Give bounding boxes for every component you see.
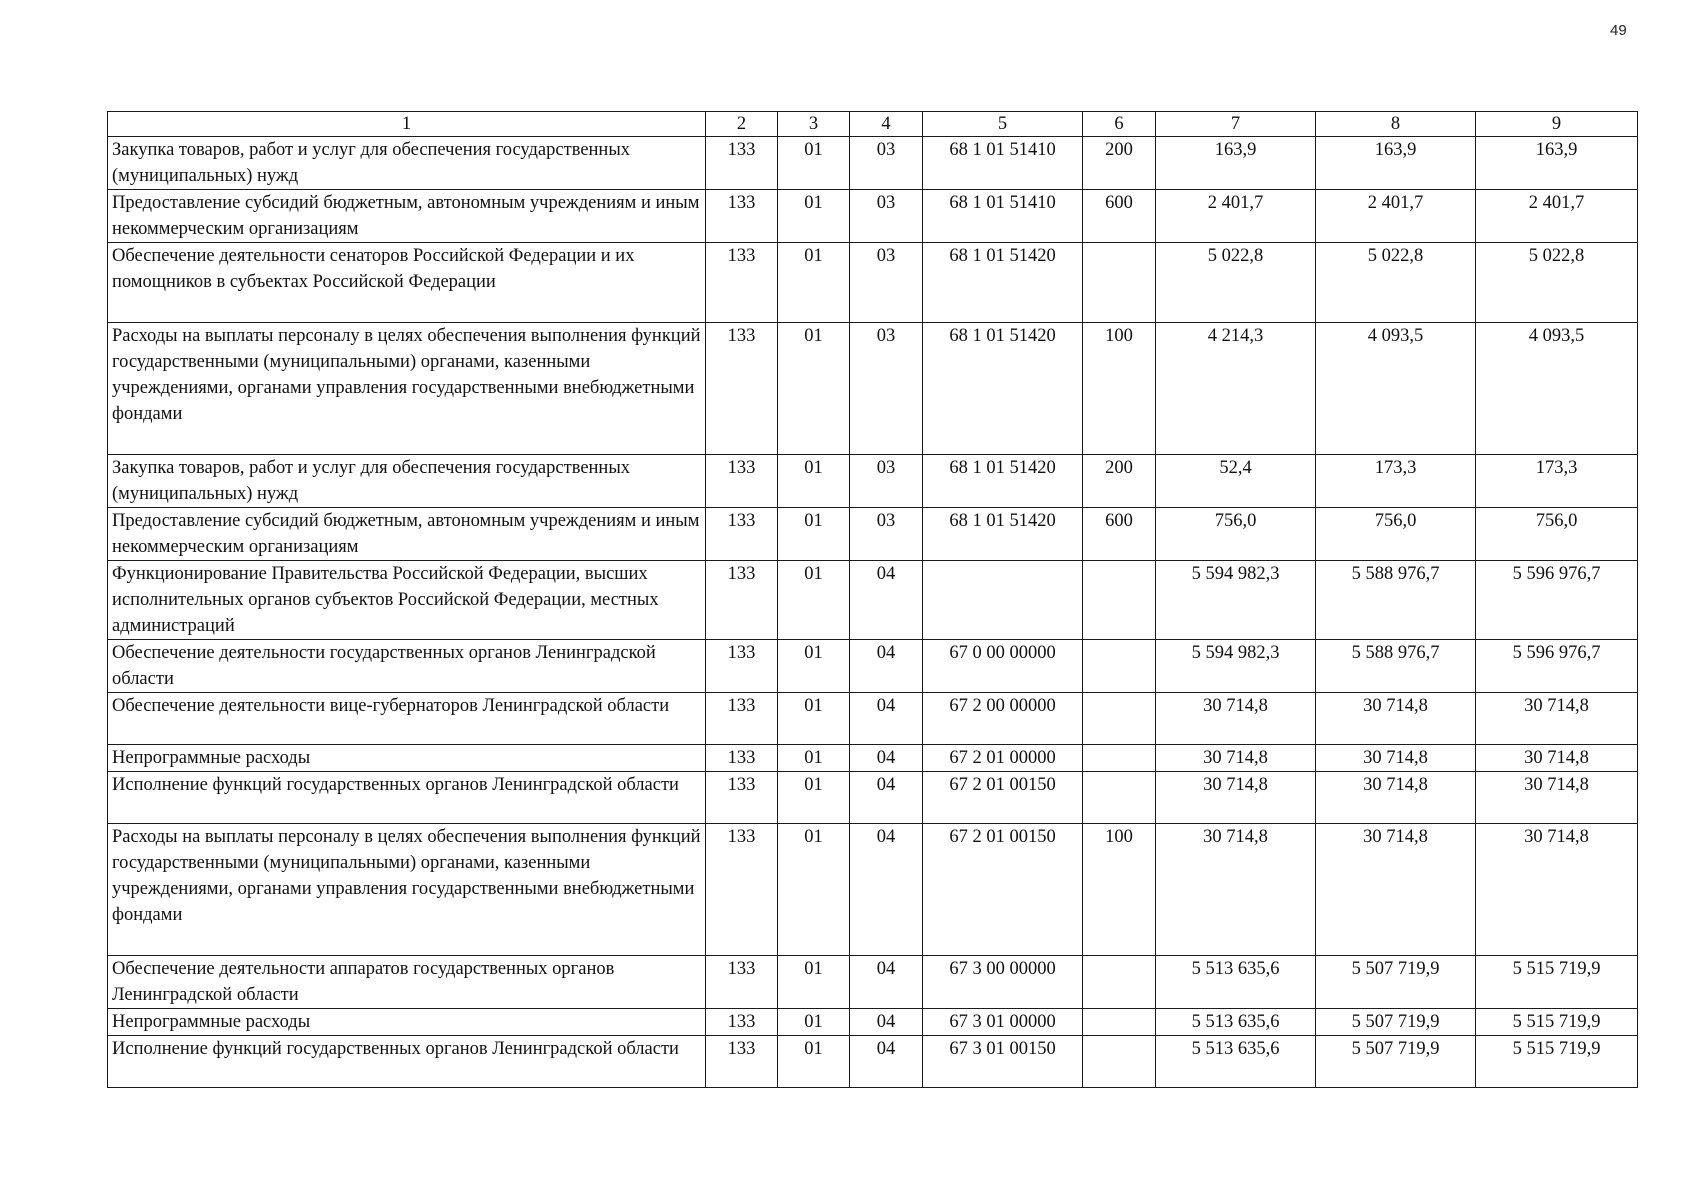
table-row [108, 693, 1638, 745]
cell-amount-1: 5 022,8 [1156, 243, 1316, 323]
cell-section: 01 [778, 1009, 850, 1036]
cell-subsection: 04 [850, 772, 923, 824]
cell-subsection: 04 [850, 561, 923, 640]
cell-amount-3: 5 596 976,7 [1476, 561, 1638, 640]
cell-section: 01 [778, 640, 850, 693]
cell-amount-1: 5 513 635,6 [1156, 956, 1316, 1009]
row-name: Исполнение функций государственных органов Ленинградской области [108, 1036, 706, 1088]
cell-amount-1: 30 714,8 [1156, 772, 1316, 824]
cell-amount-2: 30 714,8 [1316, 772, 1476, 824]
cell-subsection: 04 [850, 693, 923, 745]
table-header [108, 112, 1638, 137]
cell-subsection: 04 [850, 956, 923, 1009]
cell-amount-2: 5 507 719,9 [1316, 1009, 1476, 1036]
cell-target-article: 67 2 01 00000 [923, 745, 1083, 772]
cell-amount-3: 30 714,8 [1476, 824, 1638, 956]
row-name: Непрограммные расходы [108, 745, 706, 772]
cell-amount-1: 4 214,3 [1156, 323, 1316, 455]
cell-amount-2: 30 714,8 [1316, 745, 1476, 772]
cell-code: 133 [706, 190, 778, 243]
cell-code: 133 [706, 243, 778, 323]
table-row [108, 745, 1638, 772]
cell-amount-2: 5 507 719,9 [1316, 956, 1476, 1009]
cell-amount-2: 30 714,8 [1316, 824, 1476, 956]
header-col-3: 3 [778, 112, 850, 137]
cell-amount-1: 30 714,8 [1156, 745, 1316, 772]
table-row [108, 956, 1638, 1009]
row-name: Функционирование Правительства Российской Федерации, высших исполнительных органов субъектов Российской Федерации, местных администраций [108, 561, 706, 640]
cell-section: 01 [778, 137, 850, 190]
table-row [108, 772, 1638, 824]
cell-code: 133 [706, 772, 778, 824]
row-name: Закупка товаров, работ и услуг для обеспечения государственных (муниципальных) нужд [108, 455, 706, 508]
table-row [108, 824, 1638, 956]
header-row [108, 112, 1638, 137]
cell-target-article: 67 3 01 00150 [923, 1036, 1083, 1088]
cell-amount-3: 5 515 719,9 [1476, 1036, 1638, 1088]
cell-section: 01 [778, 693, 850, 745]
cell-amount-3: 4 093,5 [1476, 323, 1638, 455]
header-col-6: 6 [1083, 112, 1156, 137]
cell-code: 133 [706, 956, 778, 1009]
cell-amount-3: 5 596 976,7 [1476, 640, 1638, 693]
cell-amount-3: 5 022,8 [1476, 243, 1638, 323]
cell-amount-2: 5 588 976,7 [1316, 640, 1476, 693]
row-name: Обеспечение деятельности аппаратов государственных органов Ленинградской области [108, 956, 706, 1009]
cell-amount-1: 5 513 635,6 [1156, 1036, 1316, 1088]
cell-section: 01 [778, 1036, 850, 1088]
cell-section: 01 [778, 323, 850, 455]
header-col-8: 8 [1316, 112, 1476, 137]
cell-expense-type: 200 [1083, 455, 1156, 508]
cell-section: 01 [778, 508, 850, 561]
cell-amount-1: 30 714,8 [1156, 693, 1316, 745]
cell-target-article: 68 1 01 51420 [923, 243, 1083, 323]
cell-expense-type [1083, 640, 1156, 693]
cell-amount-2: 163,9 [1316, 137, 1476, 190]
cell-amount-3: 30 714,8 [1476, 772, 1638, 824]
cell-target-article: 67 0 00 00000 [923, 640, 1083, 693]
cell-section: 01 [778, 243, 850, 323]
cell-subsection: 04 [850, 640, 923, 693]
cell-expense-type [1083, 772, 1156, 824]
cell-subsection: 03 [850, 323, 923, 455]
table-row [108, 137, 1638, 190]
cell-target-article: 67 2 00 00000 [923, 693, 1083, 745]
cell-amount-3: 163,9 [1476, 137, 1638, 190]
cell-amount-2: 5 588 976,7 [1316, 561, 1476, 640]
cell-section: 01 [778, 190, 850, 243]
cell-amount-1: 30 714,8 [1156, 824, 1316, 956]
cell-amount-1: 5 594 982,3 [1156, 640, 1316, 693]
cell-amount-3: 5 515 719,9 [1476, 1009, 1638, 1036]
cell-target-article: 68 1 01 51420 [923, 323, 1083, 455]
cell-code: 133 [706, 561, 778, 640]
cell-expense-type [1083, 1009, 1156, 1036]
cell-subsection: 04 [850, 1036, 923, 1088]
cell-code: 133 [706, 640, 778, 693]
cell-amount-3: 173,3 [1476, 455, 1638, 508]
table-row [108, 455, 1638, 508]
cell-expense-type: 600 [1083, 190, 1156, 243]
cell-subsection: 04 [850, 824, 923, 956]
cell-amount-1: 2 401,7 [1156, 190, 1316, 243]
cell-target-article: 67 3 00 00000 [923, 956, 1083, 1009]
row-name: Обеспечение деятельности государственных органов Ленинградской области [108, 640, 706, 693]
cell-amount-2: 173,3 [1316, 455, 1476, 508]
cell-code: 133 [706, 1009, 778, 1036]
row-name: Непрограммные расходы [108, 1009, 706, 1036]
row-name: Расходы на выплаты персоналу в целях обеспечения выполнения функций государственными (муниципальными) органами, казенными учреждениями, органами управления государственными внебюджетными фондами [108, 323, 706, 455]
cell-expense-type: 600 [1083, 508, 1156, 561]
cell-section: 01 [778, 561, 850, 640]
cell-expense-type [1083, 243, 1156, 323]
cell-section: 01 [778, 745, 850, 772]
header-col-9: 9 [1476, 112, 1638, 137]
cell-amount-3: 30 714,8 [1476, 693, 1638, 745]
cell-amount-3: 5 515 719,9 [1476, 956, 1638, 1009]
table-row [108, 323, 1638, 455]
cell-section: 01 [778, 956, 850, 1009]
table-row [108, 243, 1638, 323]
cell-expense-type [1083, 745, 1156, 772]
cell-subsection: 03 [850, 137, 923, 190]
cell-amount-1: 163,9 [1156, 137, 1316, 190]
cell-code: 133 [706, 455, 778, 508]
table-row [108, 640, 1638, 693]
cell-amount-3: 2 401,7 [1476, 190, 1638, 243]
cell-code: 133 [706, 137, 778, 190]
header-col-1: 1 [108, 112, 706, 137]
header-col-7: 7 [1156, 112, 1316, 137]
row-name: Расходы на выплаты персоналу в целях обеспечения выполнения функций государственными (муниципальными) органами, казенными учреждениями, органами управления государственными внебюджетными фондами [108, 824, 706, 956]
table-row [108, 561, 1638, 640]
header-col-4: 4 [850, 112, 923, 137]
row-name: Обеспечение деятельности вице-губернаторов Ленинградской области [108, 693, 706, 745]
row-name: Предоставление субсидий бюджетным, автономным учреждениям и иным некоммерческим организациям [108, 508, 706, 561]
cell-expense-type: 200 [1083, 137, 1156, 190]
cell-target-article: 67 2 01 00150 [923, 772, 1083, 824]
cell-amount-2: 4 093,5 [1316, 323, 1476, 455]
cell-target-article: 68 1 01 51420 [923, 508, 1083, 561]
cell-amount-2: 5 022,8 [1316, 243, 1476, 323]
cell-amount-1: 756,0 [1156, 508, 1316, 561]
table-row [108, 1036, 1638, 1088]
cell-amount-1: 5 513 635,6 [1156, 1009, 1316, 1036]
cell-amount-2: 30 714,8 [1316, 693, 1476, 745]
cell-amount-1: 52,4 [1156, 455, 1316, 508]
cell-amount-3: 30 714,8 [1476, 745, 1638, 772]
row-name: Предоставление субсидий бюджетным, автономным учреждениям и иным некоммерческим организациям [108, 190, 706, 243]
header-col-5: 5 [923, 112, 1083, 137]
cell-amount-2: 5 507 719,9 [1316, 1036, 1476, 1088]
table-row [108, 1009, 1638, 1036]
table-row [108, 508, 1638, 561]
cell-amount-1: 5 594 982,3 [1156, 561, 1316, 640]
cell-code: 133 [706, 693, 778, 745]
cell-expense-type [1083, 561, 1156, 640]
cell-target-article [923, 561, 1083, 640]
header-col-2: 2 [706, 112, 778, 137]
cell-code: 133 [706, 323, 778, 455]
cell-amount-2: 2 401,7 [1316, 190, 1476, 243]
cell-expense-type: 100 [1083, 323, 1156, 455]
cell-target-article: 68 1 01 51410 [923, 137, 1083, 190]
cell-expense-type [1083, 956, 1156, 1009]
cell-subsection: 03 [850, 455, 923, 508]
cell-target-article: 68 1 01 51420 [923, 455, 1083, 508]
row-name: Закупка товаров, работ и услуг для обеспечения государственных (муниципальных) нужд [108, 137, 706, 190]
cell-target-article: 67 2 01 00150 [923, 824, 1083, 956]
cell-target-article: 68 1 01 51410 [923, 190, 1083, 243]
cell-target-article: 67 3 01 00000 [923, 1009, 1083, 1036]
cell-expense-type: 100 [1083, 824, 1156, 956]
cell-amount-3: 756,0 [1476, 508, 1638, 561]
row-name: Обеспечение деятельности сенаторов Российской Федерации и их помощников в субъектах Российской Федерации [108, 243, 706, 323]
cell-subsection: 03 [850, 190, 923, 243]
cell-subsection: 04 [850, 745, 923, 772]
cell-section: 01 [778, 824, 850, 956]
cell-subsection: 04 [850, 1009, 923, 1036]
cell-code: 133 [706, 824, 778, 956]
cell-code: 133 [706, 1036, 778, 1088]
cell-section: 01 [778, 772, 850, 824]
page-number: 49 [1610, 22, 1627, 39]
table-body [108, 137, 1638, 1088]
cell-subsection: 03 [850, 243, 923, 323]
cell-code: 133 [706, 745, 778, 772]
cell-section: 01 [778, 455, 850, 508]
row-name: Исполнение функций государственных органов Ленинградской области [108, 772, 706, 824]
cell-amount-2: 756,0 [1316, 508, 1476, 561]
cell-expense-type [1083, 693, 1156, 745]
cell-expense-type [1083, 1036, 1156, 1088]
cell-code: 133 [706, 508, 778, 561]
cell-subsection: 03 [850, 508, 923, 561]
table-row [108, 190, 1638, 243]
budget-table [107, 111, 1638, 1088]
